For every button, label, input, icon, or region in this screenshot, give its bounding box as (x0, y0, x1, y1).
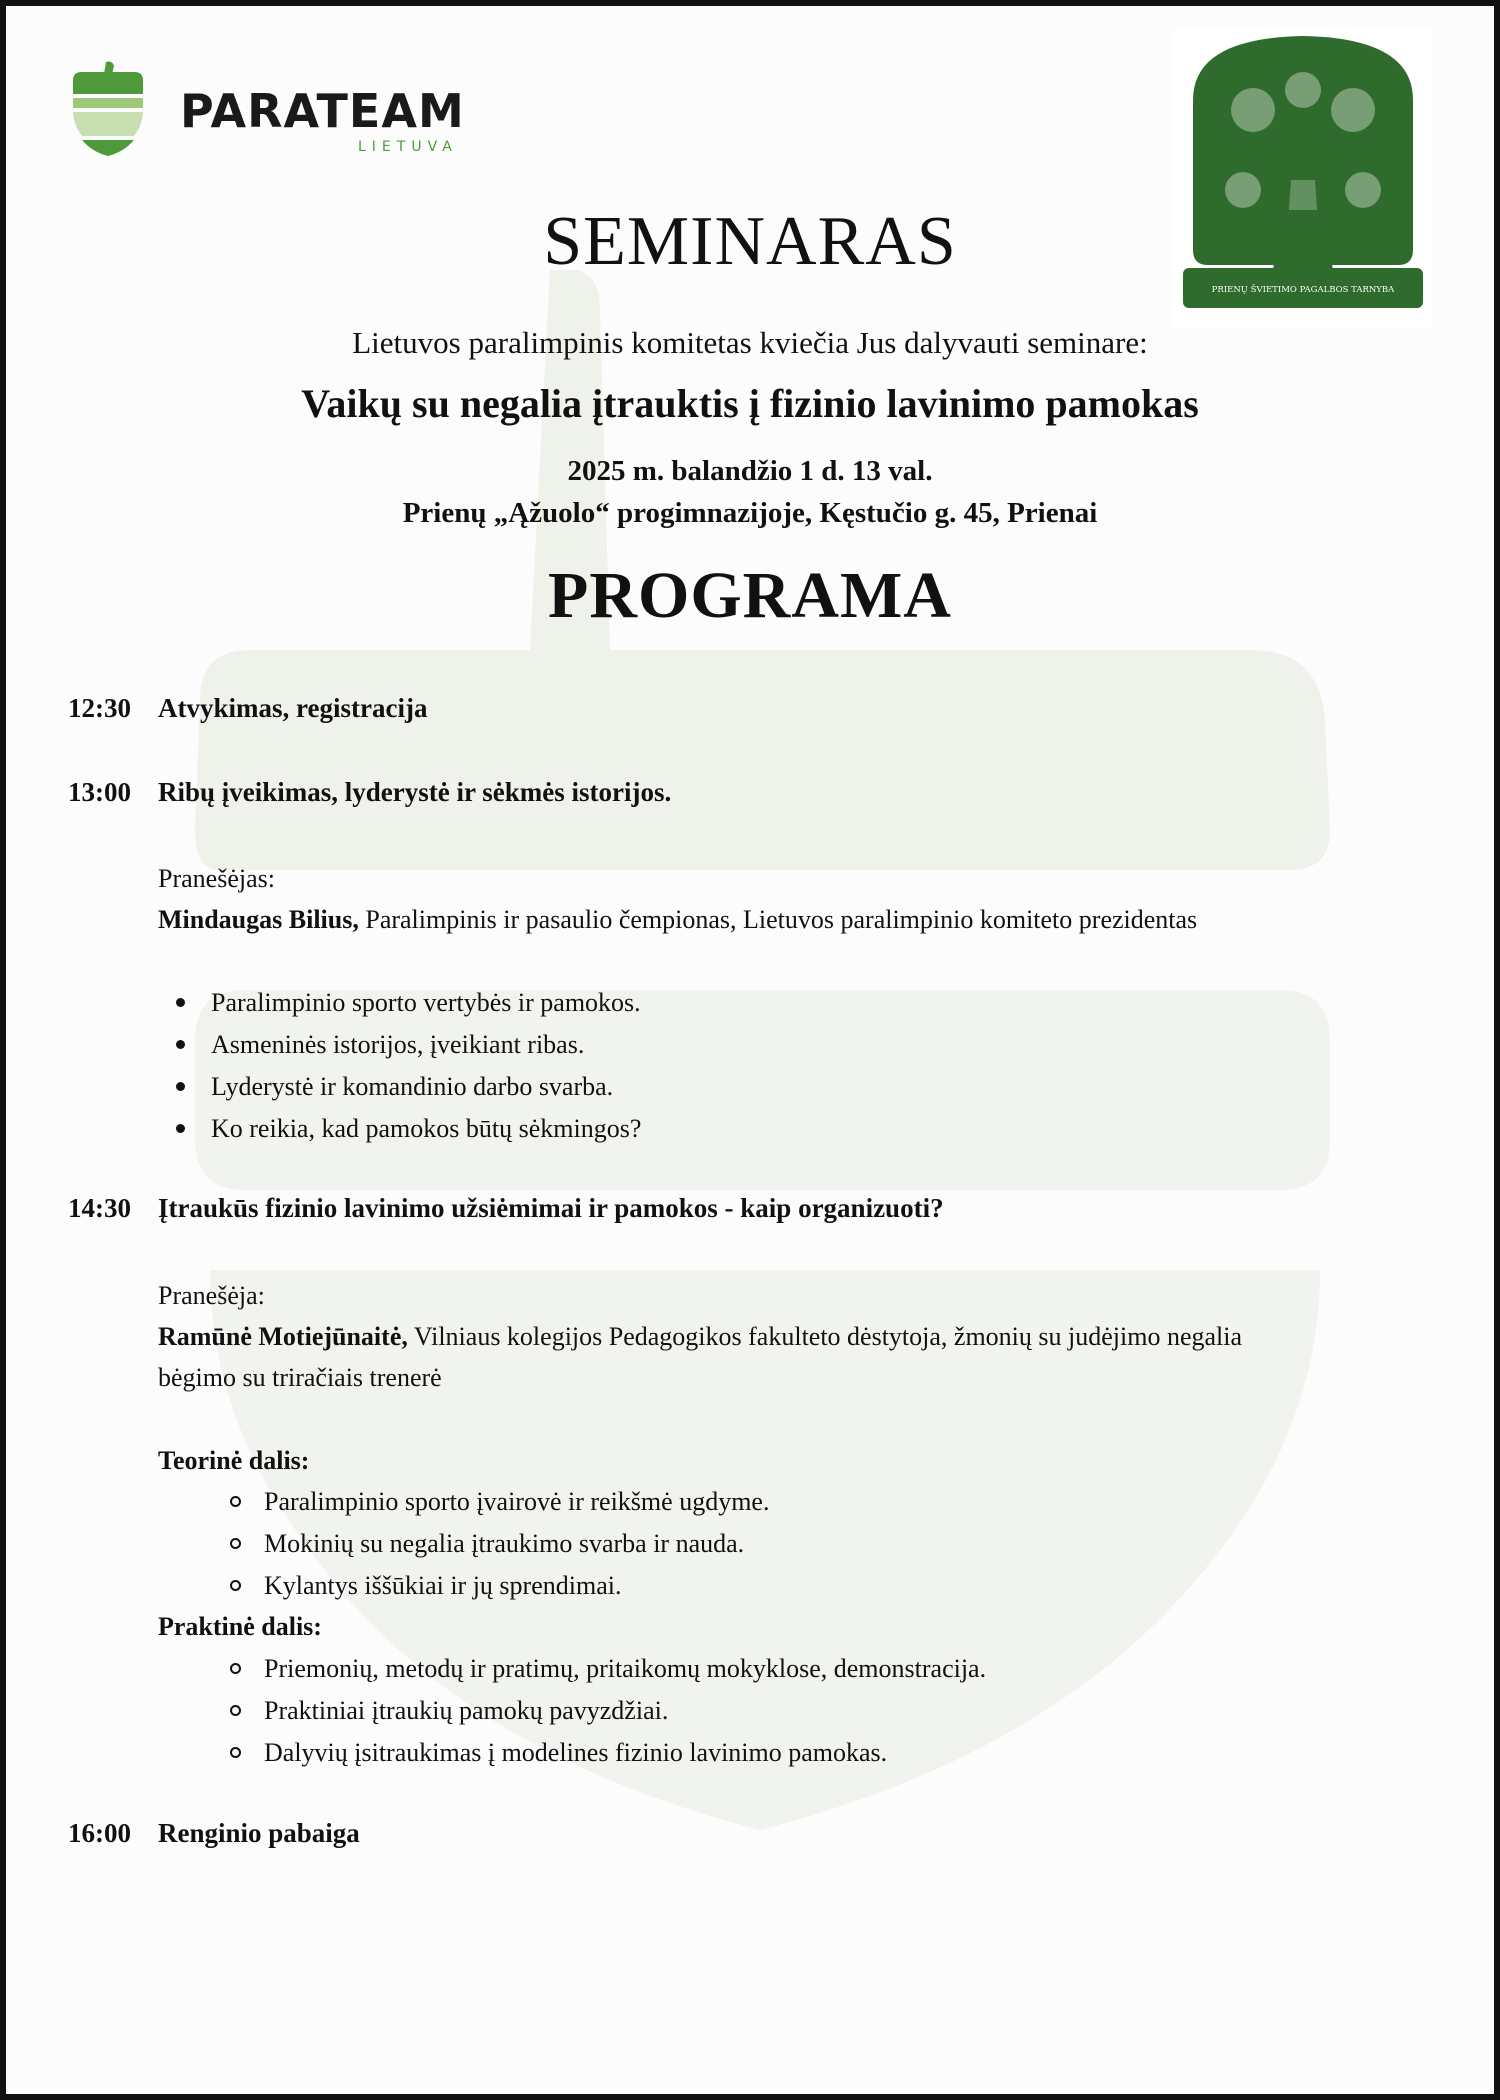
schedule-title: Renginio pabaiga (158, 1818, 360, 1848)
speaker-line (158, 1316, 1428, 1357)
circle-bullet-icon (230, 1705, 241, 1716)
schedule-time: 16:00 (68, 1818, 131, 1848)
circle-bullet-icon (230, 1663, 241, 1674)
list-item: Kylantys iššūkiai ir jų sprendimai. (210, 1565, 769, 1607)
schedule-time: 13:00 (68, 777, 131, 807)
circle-bullet-icon (230, 1580, 241, 1591)
schedule-time: 12:30 (68, 693, 131, 723)
tree-emblem (1173, 30, 1433, 328)
brand-subtitle: LIETUVA (358, 139, 458, 155)
speaker-description-cont: bėgimo su triračiais trenerė (158, 1363, 442, 1392)
speaker-label: Pranešėjas: (158, 864, 275, 893)
bullet-icon (176, 1124, 185, 1133)
svg-text:PRIENŲ ŠVIETIMO PAGALBOS TARNY: PRIENŲ ŠVIETIMO PAGALBOS TARNYBA (1211, 285, 1395, 295)
partner-logo (1173, 30, 1433, 328)
list-item: Paralimpinio sporto vertybės ir pamokos. (158, 982, 641, 1024)
seminar-venue: Prienų „Ąžuolo“ progimnazijoje, Kęstučio g. 45, Prienai (402, 497, 1098, 529)
list-item: Lyderystė ir komandinio darbo svarba. (158, 1066, 641, 1108)
page-title: SEMINARAS (543, 203, 957, 280)
schedule-time: 14:30 (68, 1193, 131, 1223)
speaker-label: Pranešėja: (158, 1281, 265, 1310)
brand-name: PARATEAM (180, 84, 465, 138)
practice-list (210, 1648, 986, 1774)
topic-list (158, 982, 641, 1150)
list-item: Praktiniai įtraukių pamokų pavyzdžiai. (210, 1690, 986, 1732)
circle-bullet-icon (230, 1538, 241, 1549)
parateam-logo (68, 60, 488, 160)
bullet-icon (176, 1082, 185, 1091)
speaker-description: Vilniaus kolegijos Pedagogikos fakulteto dėstytoja, žmonių su judėjimo negalia (407, 1322, 1243, 1351)
seminar-date: 2025 m. balandžio 1 d. 13 val. (567, 455, 933, 487)
circle-bullet-icon (230, 1747, 241, 1758)
schedule-title: Atvykimas, registracija (158, 693, 428, 723)
seminar-title: Vaikų su negalia įtrauktis į fizinio lavinimo pamokas (301, 381, 1199, 426)
list-item: Dalyvių įsitraukimas į modelines fizinio lavinimo pamokas. (210, 1732, 986, 1774)
speaker-name: Mindaugas Bilius, (158, 905, 359, 934)
list-item: Paralimpinio sporto įvairovė ir reikšmė ugdyme. (210, 1481, 769, 1523)
list-item: Mokinių su negalia įtraukimo svarba ir nauda. (210, 1523, 769, 1565)
list-item: Ko reikia, kad pamokos būtų sėkmingos? (158, 1108, 641, 1150)
acorn-icon (68, 60, 148, 160)
invite-text: Lietuvos paralimpinis komitetas kviečia Jus dalyvauti seminare: (352, 325, 1148, 360)
theory-label: Teorinė dalis: (158, 1446, 310, 1475)
circle-bullet-icon (230, 1496, 241, 1507)
speaker-name: Ramūnė Motiejūnaitė, (158, 1322, 408, 1351)
speaker-description: Paralimpinis ir pasaulio čempionas, Lietuvos paralimpinio komiteto prezidentas (358, 905, 1198, 934)
list-item: Priemonių, metodų ir pratimų, pritaikomų mokyklose, demonstracija. (210, 1648, 986, 1690)
practice-label: Praktinė dalis: (158, 1612, 322, 1641)
schedule-title: Įtraukūs fizinio lavinimo užsiėmimai ir pamokos - kaip organizuoti? (158, 1193, 944, 1223)
program-heading: PROGRAMA (548, 559, 952, 632)
theory-list (210, 1481, 769, 1607)
bullet-icon (176, 998, 185, 1007)
speaker-line (158, 899, 1428, 940)
bullet-icon (176, 1040, 185, 1049)
schedule-title: Ribų įveikimas, lyderystė ir sėkmės istorijos. (158, 777, 672, 807)
list-item: Asmeninės istorijos, įveikiant ribas. (158, 1024, 641, 1066)
